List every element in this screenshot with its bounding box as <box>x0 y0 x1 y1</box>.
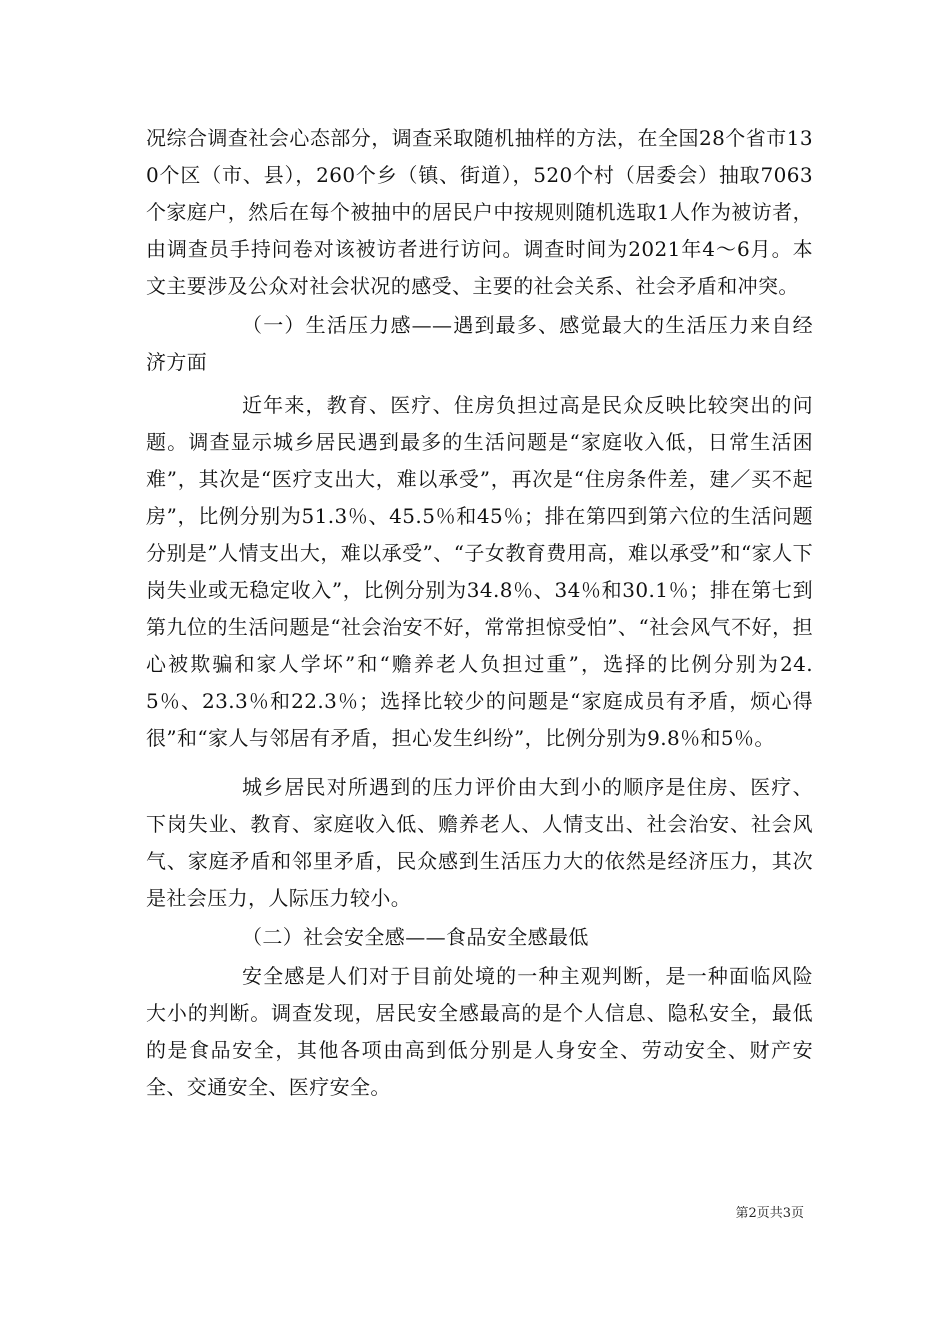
section-heading-social-safety: （二）社会安全感——食品安全感最低 <box>242 925 589 949</box>
social-safety-paragraph: 安全感是人们对于目前处境的一种主观判断，是一种面临风险大小的判断。调查发现，居民安全感最高的是个人信息、隐私安全，最低的是食品安全，其他各项由高到低分别是人身安全、劳动安全、财产安全、交通安全、医疗安全。 <box>146 964 813 1099</box>
life-pressure-paragraph: 近年来，教育、医疗、住房负担过高是民众反映比较突出的问题。调查显示城乡居民遇到最多的生活问题是“家庭收入低，日常生活困难”，其次是“医疗支出大，难以承受”，再次是“住房条件差，建／买不起房”，比例分别为51.3％、45.5％和45％；排在第四到第六位的生活问题分别是”人情支出大，难以承受”、“子女教育费用高，难以承受”和“家人下岗失业或无稳定收入”，比例分别为34.8％、34％和30.1％；排在第七到第九位的生活问题是“社会治安不好，常常担惊受怕”、“社会风气不好，担心被欺骗和家人学坏”和“赡养老人负担过重”，选择的比例分别为24.5％、23.3％和22.3％；选择比较少的问题是“家庭成员有矛盾，烦心得很”和“家人与邻居有矛盾，担心发生纠纷”，比例分别为9.8％和5％。 <box>146 393 813 750</box>
page-number: 第2页共3页 <box>735 1206 804 1221</box>
intro-paragraph: 况综合调查社会心态部分，调查采取随机抽样的方法，在全国28个省市130个区（市、县），260个乡（镇、街道），520个村（居委会）抽取7063个家庭户，然后在每个被抽中的居民户中按规则随机选取1人作为被访者，由调查员手持问卷对该被访者进行访问。调查时间为2021年4～6月。本文主要涉及公众对社会状况的感受、主要的社会关系、社会矛盾和冲突。 <box>146 126 813 298</box>
document-body <box>146 120 813 1106</box>
pressure-ranking-paragraph: 城乡居民对所遇到的压力评价由大到小的顺序是住房、医疗、下岗失业、教育、家庭收入低、赡养老人、人情支出、社会治安、社会风气、家庭矛盾和邻里矛盾，民众感到生活压力大的依然是经济压力，其次是社会压力，人际压力较小。 <box>146 775 813 910</box>
section-heading-life-pressure: （一）生活压力感——遇到最多、感觉最大的生活压力来自经济方面 <box>146 313 813 374</box>
